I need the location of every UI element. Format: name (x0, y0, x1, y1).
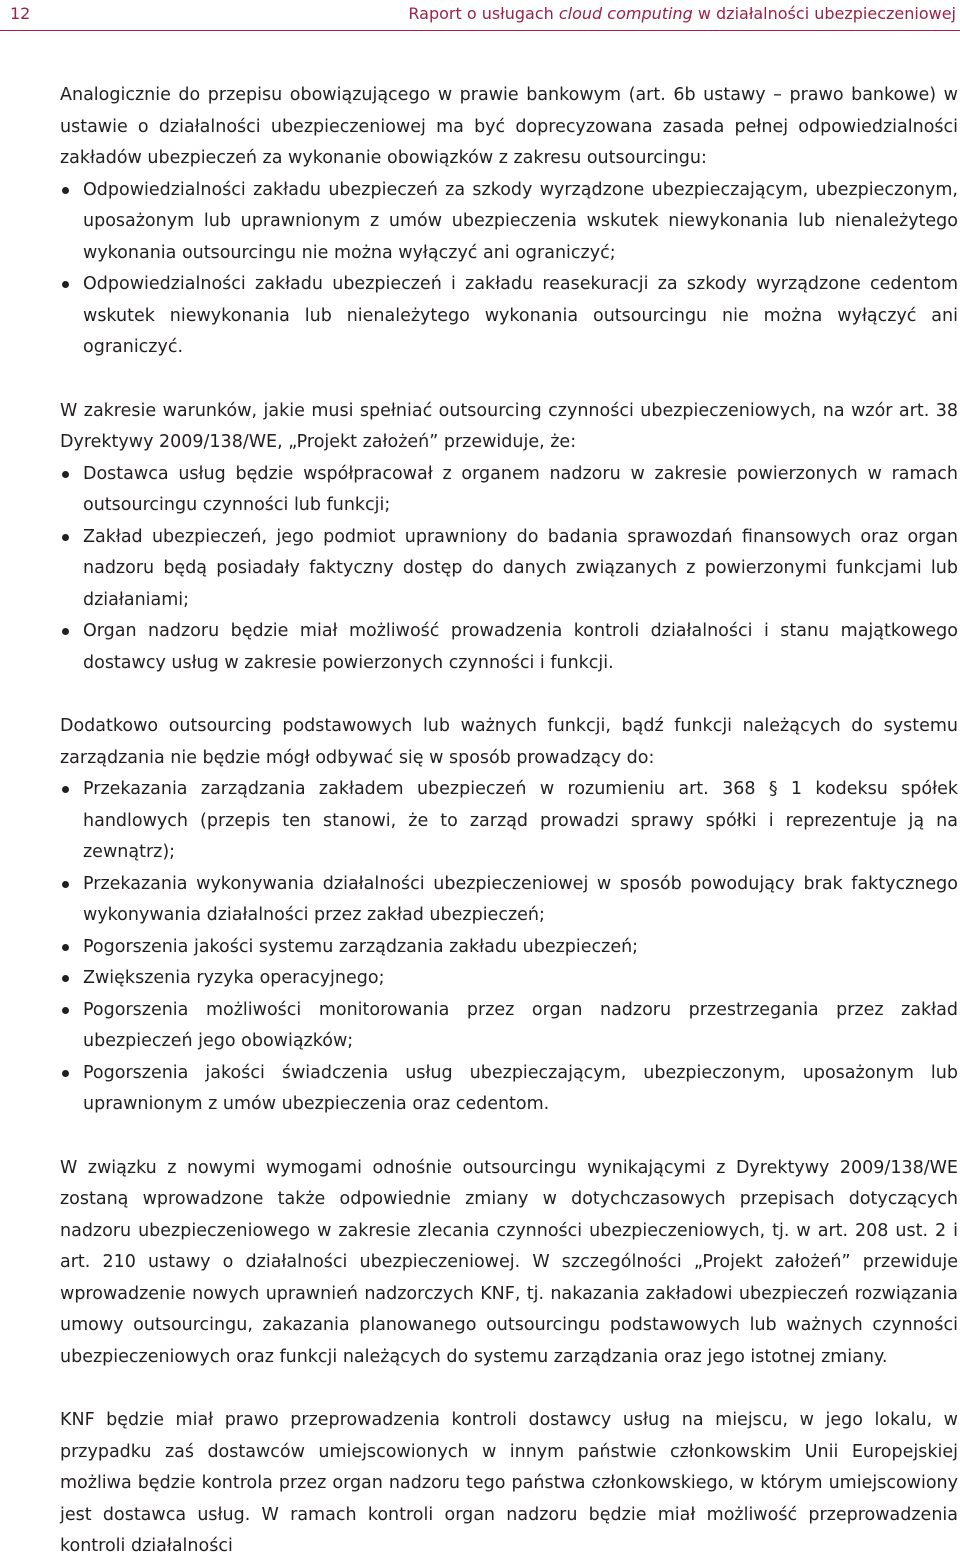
section1-list (60, 175, 958, 364)
section3-list (60, 774, 958, 1121)
list-item: Pogorszenia jakości systemu zarządzania zakładu ubezpieczeń; (60, 932, 958, 964)
page-header (0, 0, 960, 31)
running-title-start: Raport o usługach (408, 4, 559, 23)
list-item: Odpowiedzialności zakładu ubezpieczeń za szkody wyrządzone ubezpieczającym, ubezpieczonym, uposażonym lub uprawnionym z umów ubezpieczenia wskutek niewykonania lub nienależytego wykonania outsourcingu nie można wyłączyć ani ograniczyć; (60, 175, 958, 270)
page-number: 12 (10, 4, 31, 23)
running-title (408, 4, 956, 23)
running-title-end: w działalności ubezpieczeniowej (692, 4, 956, 23)
list-item: Dostawca usług będzie współpracował z organem nadzoru w zakresie powierzonych w ramach outsourcingu czynności lub funkcji; (60, 459, 958, 522)
list-item: Pogorszenia jakości świadczenia usług ubezpieczającym, ubezpieczonym, uposażonym lub uprawnionym z umów ubezpieczenia oraz cedentom. (60, 1058, 958, 1121)
list-item: Przekazania wykonywania działalności ubezpieczeniowej w sposób powodujący brak faktycznego wykonywania działalności przez zakład ubezpieczeń; (60, 869, 958, 932)
section2-list (60, 459, 958, 680)
list-item: Zwiększenia ryzyka operacyjnego; (60, 963, 958, 995)
list-item: Przekazania zarządzania zakładem ubezpieczeń w rozumieniu art. 368 § 1 kodeksu spółek handlowych (przepis ten stanowi, że to zarząd prowadzi sprawy spółki i reprezentuje ją na zewnątrz); (60, 774, 958, 869)
list-item: Organ nadzoru będzie miał możliwość prowadzenia kontroli działalności i stanu majątkowego dostawcy usług w zakresie powierzonych czynności i funkcji. (60, 616, 958, 679)
paragraph-gap (60, 679, 958, 711)
section1-intro: Analogicznie do przepisu obowiązującego w prawie bankowym (art. 6b ustawy – prawo bankowe) w ustawie o działalności ubezpieczeniowej ma być doprecyzowana zasada pełnej odpowiedzialności zakładów ubezpieczeń za wykonanie obowiązków z zakresu outsourcingu: (60, 85, 958, 168)
section5-paragraph: KNF będzie miał prawo przeprowadzenia kontroli dostawcy usług na miejscu, w jego lokalu, w przypadku zaś dostawców umiejscowionych w innym państwie członkowskim Unii Europejskiej możliwa będzie kontrola przez organ nadzoru tego państwa członkowskiego, w którym umiejscowiony jest dostawca usług. W ramach kontroli organ nadzoru będzie miał możliwość przeprowadzenia kontroli działalności (60, 1410, 958, 1556)
running-title-italic: cloud computing (558, 4, 693, 23)
document-body (60, 80, 958, 1563)
list-item: Odpowiedzialności zakładu ubezpieczeń i zakładu reasekuracji za szkody wyrządzone cedentom wskutek niewykonania lub nienależytego wykonania outsourcingu nie można wyłączyć ani ograniczyć. (60, 269, 958, 364)
paragraph-gap (60, 1373, 958, 1405)
paragraph-gap (60, 1121, 958, 1153)
list-item: Pogorszenia możliwości monitorowania przez organ nadzoru przestrzegania przez zakład ubezpieczeń jego obowiązków; (60, 995, 958, 1058)
section2-intro: W zakresie warunków, jakie musi spełniać outsourcing czynności ubezpieczeniowych, na wzór art. 38 Dyrektywy 2009/138/WE, „Projekt założeń” przewiduje, że: (60, 400, 958, 452)
section4-paragraph: W związku z nowymi wymogami odnośnie outsourcingu wynikającymi z Dyrektywy 2009/138/WE zostaną wprowadzone także odpowiednie zmiany w dotychczasowych przepisach dotyczących nadzoru ubezpieczeniowego w zakresie zlecania czynności ubezpieczeniowych, tj. w art. 208 ust. 2 i art. 210 ustawy o działalności ubezpieczeniowej. W szczególności „Projekt założeń” przewiduje wprowadzenie nowych uprawnień nadzorczych KNF, tj. nakazania zakładowi ubezpieczeń rozwiązania umowy outsourcingu, zakazania planowanego outsourcingu podstawowych lub ważnych czynności ubezpieczeniowych oraz funkcji należących do systemu zarządzania oraz jego istotnej zmiany. (60, 1157, 958, 1367)
paragraph-gap (60, 364, 958, 396)
section3-intro: Dodatkowo outsourcing podstawowych lub ważnych funkcji, bądź funkcji należących do systemu zarządzania nie będzie mógł odbywać się w sposób prowadzący do: (60, 716, 958, 768)
list-item: Zakład ubezpieczeń, jego podmiot uprawniony do badania sprawozdań finansowych oraz organ nadzoru będą posiadały faktyczny dostęp do danych związanych z powierzonymi funkcjami lub działaniami; (60, 522, 958, 617)
